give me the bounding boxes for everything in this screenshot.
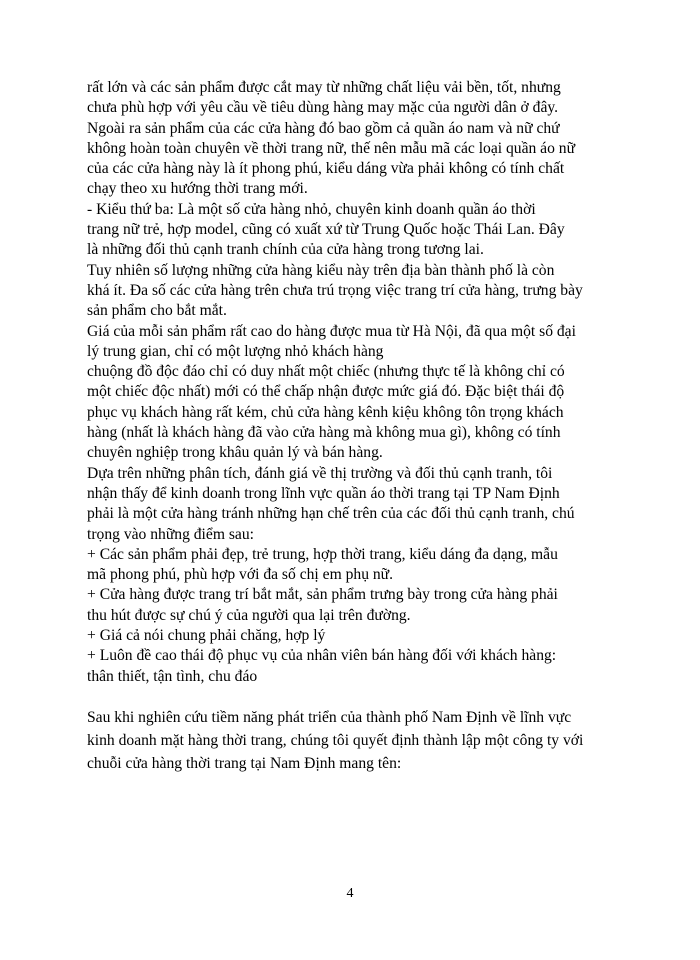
- text-line: + Giá cả nói chung phải chăng, hợp lý: [87, 627, 326, 645]
- text-line: là những đối thủ cạnh tranh chính của cửa hàng trong tương lai.: [87, 241, 484, 259]
- body-text: [87, 78, 640, 687]
- text-line: rất lớn và các sản phẩm được cắt may từ những chất liệu vải bền, tốt, nhưng: [87, 79, 561, 96]
- text-line: chưa phù hợp với yêu cầu về tiêu dùng hàng may mặc của người dân ở đây.: [87, 99, 559, 117]
- text-line: phải là một cửa hàng tránh những hạn chế trên của các đối thủ cạnh tranh, chú: [87, 505, 575, 523]
- text-line: chuyên nghiệp trong khâu quản lý và bán hàng.: [87, 444, 383, 462]
- page-number: 4: [346, 886, 354, 901]
- text-line: thu hút được sự chú ý của người qua lại trên đường.: [87, 606, 411, 624]
- text-line: Ngoài ra sản phẩm của các cửa hàng đó bao gồm cả quần áo nam và nữ chứ: [87, 119, 560, 137]
- text-line: kinh doanh mặt hàng thời trang, chúng tôi quyết định thành lập một công ty với: [87, 731, 584, 749]
- text-line: - Kiểu thứ ba: Là một số cửa hàng nhỏ, chuyên kinh doanh quần áo thời: [87, 200, 536, 218]
- text-line: chuỗi cửa hàng thời trang tại Nam Định mang tên:: [87, 754, 402, 772]
- text-line: chạy theo xu hướng thời trang mới.: [87, 180, 308, 198]
- text-line: sản phẩm cho bắt mắt.: [87, 302, 227, 320]
- text-line: Sau khi nghiên cứu tiềm năng phát triển của thành phố Nam Định về lĩnh vực: [87, 708, 572, 726]
- text-line: Dựa trên những phân tích, đánh giá về thị trường và đối thủ cạnh tranh, tôi: [87, 464, 553, 482]
- text-line: khá ít. Đa số các cửa hàng trên chưa trú trọng việc trang trí cửa hàng, trưng bày: [87, 281, 583, 299]
- text-line: + Cửa hàng được trang trí bắt mắt, sản phẩm trưng bày trong cửa hàng phải: [87, 586, 558, 604]
- text-line: hàng (nhất là khách hàng đã vào cửa hàng mà không mua gì), không có tính: [87, 424, 561, 442]
- text-line: trọng vào những điểm sau:: [87, 525, 254, 543]
- text-line: không hoàn toàn chuyên về thời trang nữ, thế nên mẫu mã các loại quần áo nữ: [87, 139, 576, 157]
- text-line: mã phong phú, phù hợp với đa số chị em phụ nữ.: [87, 566, 394, 584]
- text-line: thân thiết, tận tình, chu đáo: [87, 667, 258, 685]
- text-line: Giá của mỗi sản phẩm rất cao do hàng được mua từ Hà Nội, đã qua một số đại: [87, 322, 576, 340]
- paragraph-gap: [87, 687, 640, 706]
- text-line: trang nữ trẻ, hợp model, cũng có xuất xứ từ Trung Quốc hoặc Thái Lan. Đây: [87, 221, 565, 239]
- text-line: phục vụ khách hàng rất kém, chủ cửa hàng kênh kiệu không tôn trọng khách: [87, 403, 564, 421]
- text-line: lý trung gian, chỉ có một lượng nhỏ khách hàng: [87, 342, 384, 360]
- text-line: chuộng đồ độc đáo chỉ có duy nhất một chiếc (nhưng thực tế là không chỉ có: [87, 363, 565, 381]
- text-line: của các cửa hàng này là ít phong phú, kiểu dáng vừa phải không có tính chất: [87, 160, 565, 178]
- text-line: Tuy nhiên số lượng những cửa hàng kiểu này trên địa bàn thành phố là còn: [87, 261, 555, 279]
- text-line: nhận thấy để kinh doanh trong lĩnh vực quần áo thời trang tại TP Nam Định: [87, 484, 560, 502]
- text-line: + Luôn đề cao thái độ phục vụ của nhân viên bán hàng đối với khách hàng:: [87, 647, 557, 665]
- closing-paragraph: [87, 706, 640, 775]
- text-line: + Các sản phẩm phải đẹp, trẻ trung, hợp thời trang, kiểu dáng đa dạng, mẫu: [87, 545, 558, 563]
- text-line: một chiếc độc nhất) mới có thể chấp nhận được mức giá đó. Đặc biệt thái độ: [87, 383, 565, 401]
